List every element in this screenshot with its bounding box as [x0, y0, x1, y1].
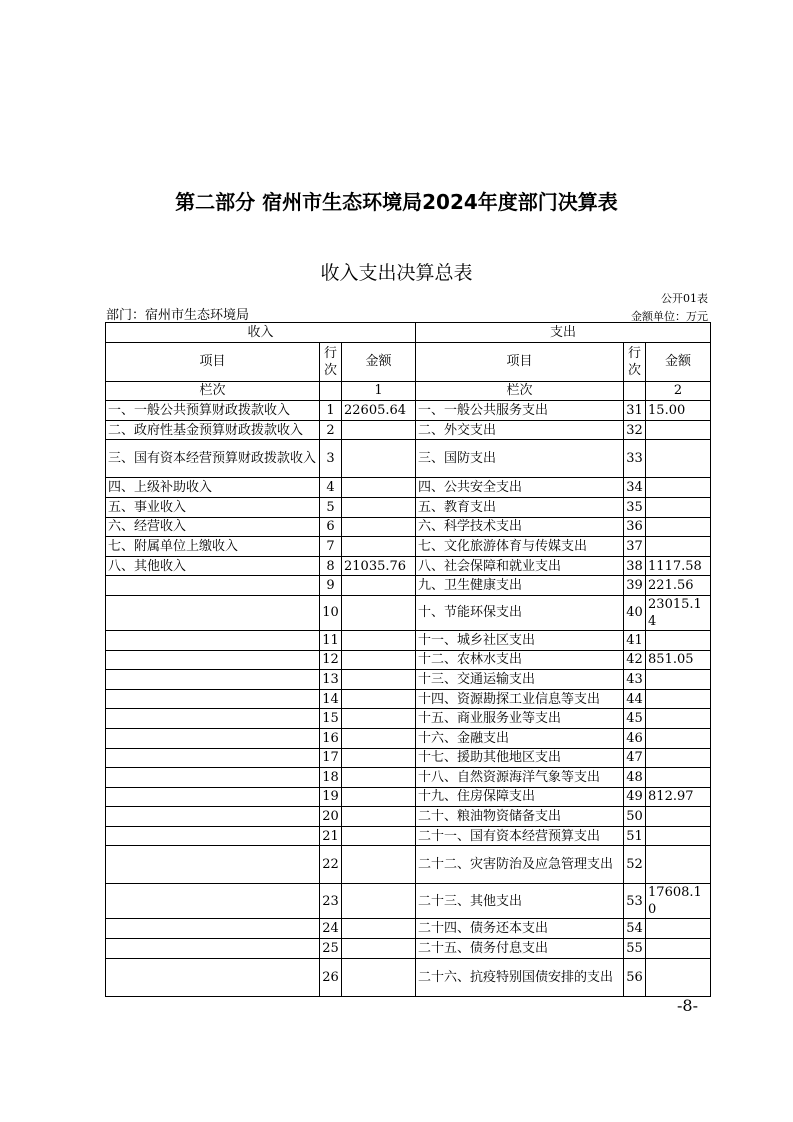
income-row-no-cell: 21: [320, 826, 342, 846]
income-amount-cell: [342, 768, 416, 788]
income-item-cell: 六、经营收入: [106, 517, 320, 537]
table-row: [106, 401, 711, 421]
expense-amount-cell: 17608.10: [646, 884, 711, 919]
income-row-no-cell: 7: [320, 537, 342, 557]
expense-amount-cell: [646, 958, 711, 996]
income-row-no-cell: 17: [320, 748, 342, 768]
expense-item-cell: 七、文化旅游体育与传媒支出: [416, 537, 624, 557]
income-amount-cell: 21035.76: [342, 556, 416, 576]
income-amount-cell: [342, 576, 416, 596]
income-row-no-cell: 14: [320, 689, 342, 709]
table-row: [106, 497, 711, 517]
table-row: [106, 556, 711, 576]
income-amount-cell: [342, 670, 416, 690]
income-row-no-cell: 2: [320, 420, 342, 440]
expense-item-cell: 二十六、抗疫特别国债安排的支出: [416, 958, 624, 996]
table-row: [106, 576, 711, 596]
table-row: [106, 517, 711, 537]
expense-amount-cell: [646, 768, 711, 788]
income-amount-cell: [342, 517, 416, 537]
expense-amount-cell: 812.97: [646, 787, 711, 807]
expense-row-no-cell: 34: [624, 478, 646, 498]
expense-row-no-cell: 33: [624, 440, 646, 478]
expense-amount-cell: 23015.14: [646, 595, 711, 630]
expense-row-no-cell: 53: [624, 884, 646, 919]
expense-item-cell: 十八、自然资源海洋气象等支出: [416, 768, 624, 788]
table-body: [106, 323, 711, 997]
expense-item-header: 项目: [416, 342, 624, 381]
income-item-cell: [106, 939, 320, 959]
expense-row-no-cell: 44: [624, 689, 646, 709]
expense-row-no-cell: 54: [624, 919, 646, 939]
expense-row-no-cell: 32: [624, 420, 646, 440]
table-row: [106, 768, 711, 788]
expense-amount-cell: [646, 670, 711, 690]
income-item-cell: [106, 768, 320, 788]
table-row: [106, 748, 711, 768]
expense-amount-cell: [646, 709, 711, 729]
income-item-cell: 四、上级补助收入: [106, 478, 320, 498]
income-row-no-cell: 13: [320, 670, 342, 690]
income-item-cell: 五、事业收入: [106, 497, 320, 517]
expense-item-cell: 二十一、国有资本经营预算支出: [416, 826, 624, 846]
table-row: [106, 884, 711, 919]
expense-item-cell: 十四、资源勘探工业信息等支出: [416, 689, 624, 709]
expense-item-cell: 二、外交支出: [416, 420, 624, 440]
income-amount-cell: [342, 846, 416, 884]
income-item-header: 项目: [106, 342, 320, 381]
expense-column-label: 栏次: [416, 381, 624, 401]
income-column-label: 栏次: [106, 381, 320, 401]
expense-item-cell: 十三、交通运输支出: [416, 670, 624, 690]
income-item-cell: [106, 576, 320, 596]
income-amount-cell: 22605.64: [342, 401, 416, 421]
income-item-cell: [106, 884, 320, 919]
income-row-no-cell: 19: [320, 787, 342, 807]
expense-item-cell: 一、一般公共服务支出: [416, 401, 624, 421]
expense-amount-cell: [646, 497, 711, 517]
table-row: [106, 958, 711, 996]
income-amount-cell: [342, 919, 416, 939]
income-row-no-cell: 4: [320, 478, 342, 498]
income-item-cell: [106, 787, 320, 807]
income-row-no-cell: 16: [320, 728, 342, 748]
expense-item-cell: 十七、援助其他地区支出: [416, 748, 624, 768]
income-item-cell: [106, 630, 320, 650]
table-row: [106, 787, 711, 807]
expense-row-no-cell: 56: [624, 958, 646, 996]
table-row: [106, 478, 711, 498]
table-row: [106, 919, 711, 939]
expense-amount-cell: [646, 440, 711, 478]
income-item-cell: [106, 958, 320, 996]
expense-header: 支出: [416, 323, 711, 343]
expense-item-cell: 十五、商业服务业等支出: [416, 709, 624, 729]
expense-amount-cell: 1117.58: [646, 556, 711, 576]
expense-row-no-cell: 41: [624, 630, 646, 650]
income-row-no-cell: 18: [320, 768, 342, 788]
table-row: [106, 420, 711, 440]
expense-row-no-cell: 43: [624, 670, 646, 690]
expense-item-cell: 十六、金融支出: [416, 728, 624, 748]
table-row: [106, 807, 711, 827]
expense-row-no-cell: 42: [624, 650, 646, 670]
expense-item-cell: 三、国防支出: [416, 440, 624, 478]
section-title: 第二部分 宿州市生态环境局2024年度部门决算表: [175, 190, 618, 214]
expense-amount-cell: [646, 517, 711, 537]
income-row-no-cell: 3: [320, 440, 342, 478]
expense-row-no-cell: 39: [624, 576, 646, 596]
expense-column-blank: [624, 381, 646, 401]
income-amount-cell: [342, 478, 416, 498]
expense-row-no-cell: 52: [624, 846, 646, 884]
expense-amount-cell: [646, 478, 711, 498]
income-amount-cell: [342, 537, 416, 557]
expense-amount-cell: [646, 939, 711, 959]
income-amount-cell: [342, 650, 416, 670]
income-amount-cell: [342, 689, 416, 709]
expense-amount-cell: [646, 807, 711, 827]
expense-column-index: 2: [646, 381, 711, 401]
income-item-cell: [106, 826, 320, 846]
income-amount-cell: [342, 748, 416, 768]
income-amount-cell: [342, 595, 416, 630]
income-column-index: 1: [342, 381, 416, 401]
expense-item-cell: 十九、住房保障支出: [416, 787, 624, 807]
expense-row-no-cell: 37: [624, 537, 646, 557]
header-row-sections: [106, 323, 711, 343]
income-item-cell: 一、一般公共预算财政拨款收入: [106, 401, 320, 421]
expense-item-cell: 九、卫生健康支出: [416, 576, 624, 596]
table-title: 收入支出决算总表: [320, 262, 473, 284]
income-amount-cell: [342, 958, 416, 996]
expense-amount-cell: [646, 630, 711, 650]
income-row-no-cell: 25: [320, 939, 342, 959]
table-row: [106, 670, 711, 690]
table-row: [106, 846, 711, 884]
income-row-no-cell: 23: [320, 884, 342, 919]
expense-row-no-header: 行次: [624, 342, 646, 381]
income-item-cell: [106, 650, 320, 670]
expense-amount-cell: [646, 689, 711, 709]
income-row-no-cell: 1: [320, 401, 342, 421]
expense-item-cell: 四、公共安全支出: [416, 478, 624, 498]
expense-amount-cell: [646, 846, 711, 884]
expense-amount-cell: [646, 919, 711, 939]
income-amount-cell: [342, 709, 416, 729]
table-row: [106, 630, 711, 650]
table-row: [106, 595, 711, 630]
income-item-cell: [106, 595, 320, 630]
table-row: [106, 826, 711, 846]
income-item-cell: 二、政府性基金预算财政拨款收入: [106, 420, 320, 440]
income-item-cell: [106, 846, 320, 884]
table-row: [106, 689, 711, 709]
income-amount-cell: [342, 787, 416, 807]
expense-item-cell: 十一、城乡社区支出: [416, 630, 624, 650]
expense-row-no-cell: 40: [624, 595, 646, 630]
expense-amount-cell: [646, 537, 711, 557]
income-expense-table: [105, 322, 711, 997]
income-item-cell: [106, 689, 320, 709]
income-item-cell: [106, 807, 320, 827]
income-row-no-cell: 12: [320, 650, 342, 670]
table-row: [106, 650, 711, 670]
income-row-no-cell: 22: [320, 846, 342, 884]
income-amount-cell: [342, 630, 416, 650]
income-amount-cell: [342, 420, 416, 440]
income-amount-header: 金额: [342, 342, 416, 381]
income-row-no-cell: 24: [320, 919, 342, 939]
expense-row-no-cell: 49: [624, 787, 646, 807]
expense-amount-cell: [646, 728, 711, 748]
expense-item-cell: 六、科学技术支出: [416, 517, 624, 537]
expense-item-cell: 五、教育支出: [416, 497, 624, 517]
expense-item-cell: 二十四、债务还本支出: [416, 919, 624, 939]
income-row-no-cell: 9: [320, 576, 342, 596]
expense-row-no-cell: 36: [624, 517, 646, 537]
unit-label: 金额单位：万元: [631, 310, 708, 323]
income-amount-cell: [342, 807, 416, 827]
expense-row-no-cell: 51: [624, 826, 646, 846]
table-row: [106, 537, 711, 557]
expense-row-no-cell: 31: [624, 401, 646, 421]
income-row-no-cell: 11: [320, 630, 342, 650]
expense-item-cell: 十、节能环保支出: [416, 595, 624, 630]
expense-row-no-cell: 48: [624, 768, 646, 788]
income-item-cell: [106, 709, 320, 729]
expense-row-no-cell: 46: [624, 728, 646, 748]
expense-row-no-cell: 35: [624, 497, 646, 517]
income-row-no-cell: 5: [320, 497, 342, 517]
form-code: 公开01表: [661, 292, 708, 305]
income-header: 收入: [106, 323, 416, 343]
header-row-columns: [106, 342, 711, 381]
income-amount-cell: [342, 728, 416, 748]
income-item-cell: [106, 748, 320, 768]
expense-row-no-cell: 55: [624, 939, 646, 959]
expense-item-cell: 二十二、灾害防治及应急管理支出: [416, 846, 624, 884]
department-label: 部门：宿州市生态环境局: [106, 308, 250, 323]
income-column-blank: [320, 381, 342, 401]
income-amount-cell: [342, 939, 416, 959]
income-row-no-header: 行次: [320, 342, 342, 381]
expense-amount-cell: 851.05: [646, 650, 711, 670]
table-row: [106, 709, 711, 729]
table-row: [106, 728, 711, 748]
page-number: -8-: [677, 996, 698, 1015]
expense-row-no-cell: 47: [624, 748, 646, 768]
column-index-row: [106, 381, 711, 401]
expense-item-cell: 十二、农林水支出: [416, 650, 624, 670]
expense-amount-cell: 15.00: [646, 401, 711, 421]
income-item-cell: 三、国有资本经营预算财政拨款收入: [106, 440, 320, 478]
expense-amount-cell: [646, 826, 711, 846]
expense-row-no-cell: 45: [624, 709, 646, 729]
income-item-cell: 八、其他收入: [106, 556, 320, 576]
income-row-no-cell: 15: [320, 709, 342, 729]
expense-row-no-cell: 50: [624, 807, 646, 827]
income-row-no-cell: 26: [320, 958, 342, 996]
expense-item-cell: 二十五、债务付息支出: [416, 939, 624, 959]
expense-row-no-cell: 38: [624, 556, 646, 576]
table-row: [106, 440, 711, 478]
expense-amount-cell: [646, 420, 711, 440]
expense-amount-cell: [646, 748, 711, 768]
income-item-cell: [106, 670, 320, 690]
income-item-cell: [106, 728, 320, 748]
income-row-no-cell: 8: [320, 556, 342, 576]
income-item-cell: [106, 919, 320, 939]
table-row: [106, 939, 711, 959]
income-amount-cell: [342, 884, 416, 919]
expense-amount-cell: 221.56: [646, 576, 711, 596]
income-row-no-cell: 10: [320, 595, 342, 630]
income-amount-cell: [342, 826, 416, 846]
income-amount-cell: [342, 497, 416, 517]
income-amount-cell: [342, 440, 416, 478]
expense-amount-header: 金额: [646, 342, 711, 381]
income-item-cell: 七、附属单位上缴收入: [106, 537, 320, 557]
income-row-no-cell: 20: [320, 807, 342, 827]
expense-item-cell: 二十、粮油物资储备支出: [416, 807, 624, 827]
expense-item-cell: 八、社会保障和就业支出: [416, 556, 624, 576]
income-row-no-cell: 6: [320, 517, 342, 537]
expense-item-cell: 二十三、其他支出: [416, 884, 624, 919]
